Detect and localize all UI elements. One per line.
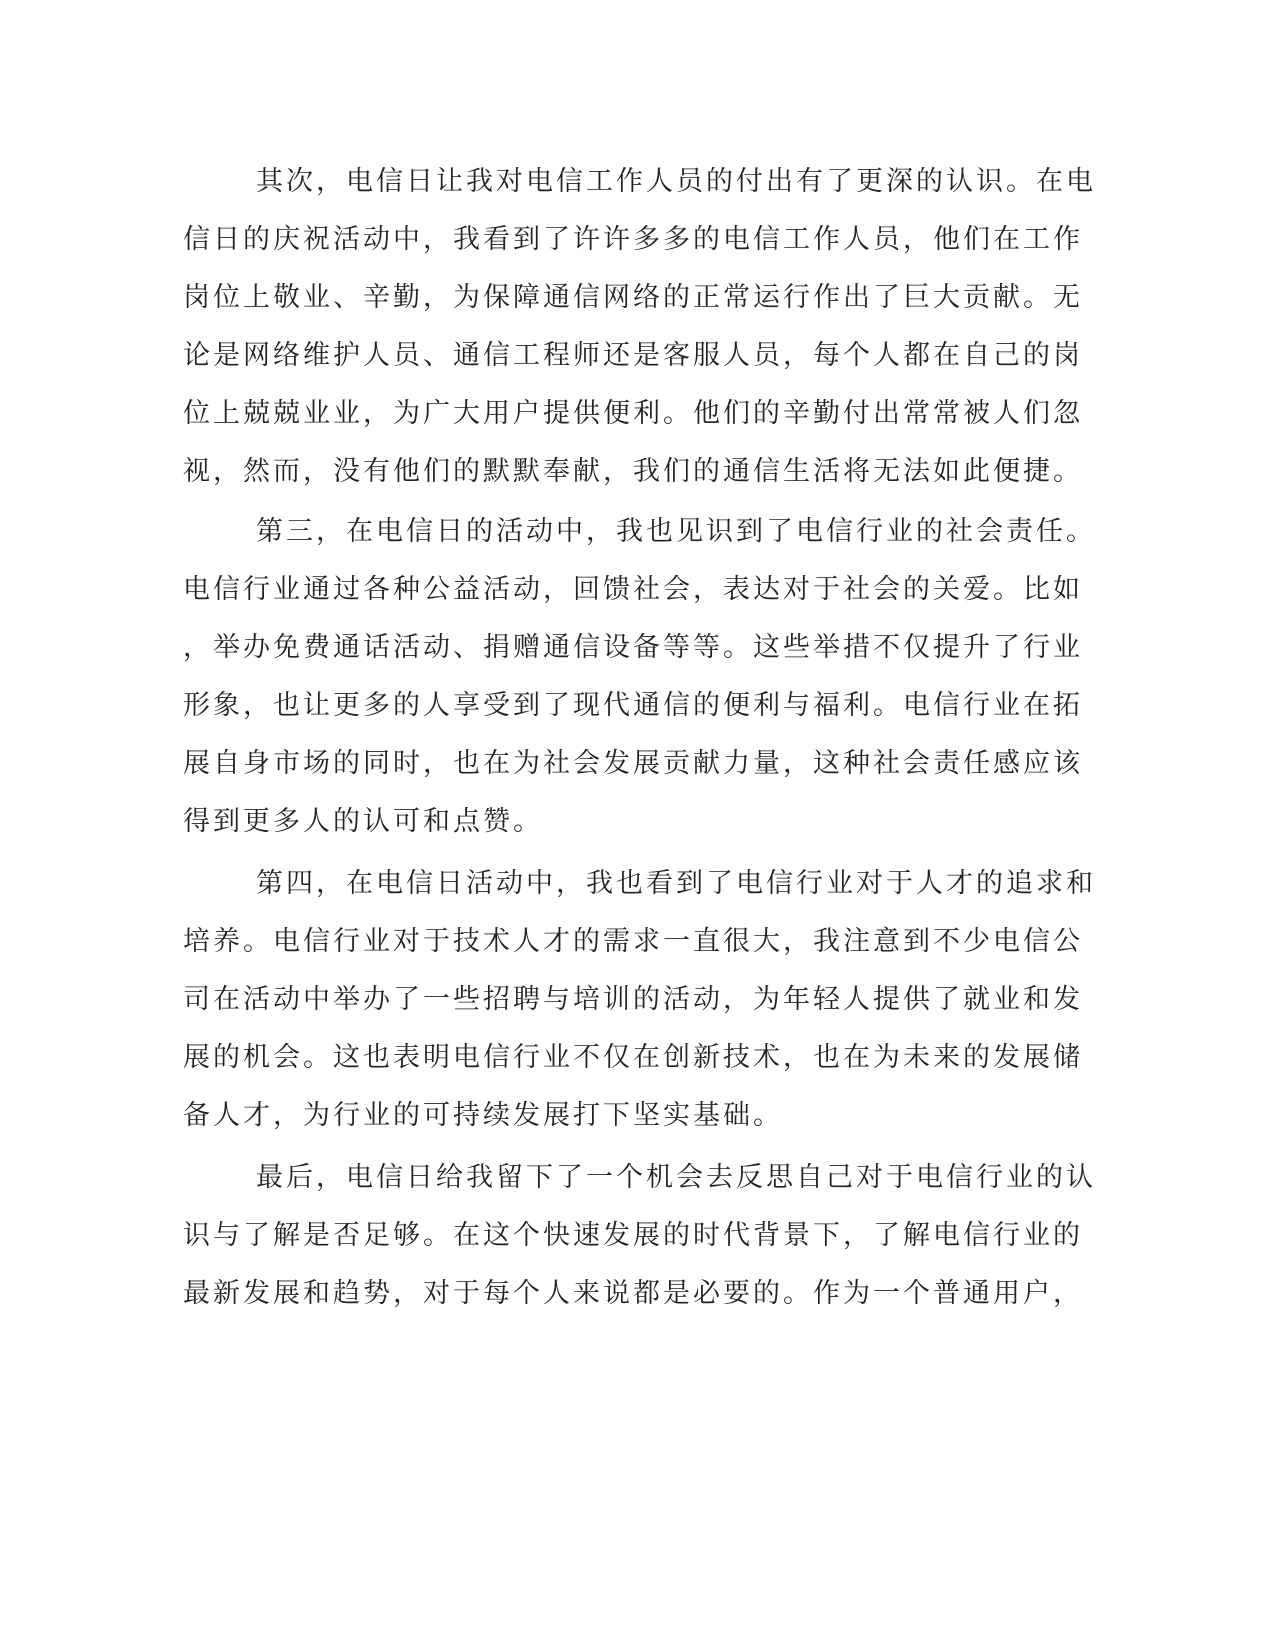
paragraph-line: 展的机会。这也表明电信行业不仅在创新技术，也在为未来的发展储: [183, 1042, 1083, 1073]
paragraph-line: 岗位上敬业、辛勤，为保障通信网络的正常运行作出了巨大贡献。无: [183, 282, 1083, 313]
paragraph-line: 展自身市场的同时，也在为社会发展贡献力量，这种社会责任感应该: [183, 748, 1083, 779]
paragraph-line: 最后，电信日给我留下了一个机会去反思自己对于电信行业的认: [256, 1162, 1096, 1193]
paragraph-line: 识与了解是否足够。在这个快速发展的时代背景下，了解电信行业的: [183, 1220, 1083, 1251]
paragraph-line: 信日的庆祝活动中，我看到了许许多多的电信工作人员，他们在工作: [183, 224, 1083, 255]
paragraph-line: 培养。电信行业对于技术人才的需求一直很大，我注意到不少电信公: [183, 926, 1083, 957]
paragraph-line: 司在活动中举办了一些招聘与培训的活动，为年轻人提供了就业和发: [183, 984, 1083, 1015]
paragraph-line: 第三，在电信日的活动中，我也见识到了电信行业的社会责任。: [256, 516, 1096, 547]
paragraph-line: 论是网络维护人员、通信工程师还是客服人员，每个人都在自己的岗: [183, 340, 1083, 371]
paragraph-line: 视，然而，没有他们的默默奉献，我们的通信生活将无法如此便捷。: [183, 456, 1083, 487]
paragraph-line: 备人才，为行业的可持续发展打下坚实基础。: [183, 1100, 783, 1131]
paragraph-line: 其次，电信日让我对电信工作人员的付出有了更深的认识。在电: [256, 166, 1096, 197]
paragraph-line: 位上兢兢业业，为广大用户提供便利。他们的辛勤付出常常被人们忽: [183, 398, 1083, 429]
paragraph-line: 得到更多人的认可和点赞。: [183, 806, 543, 837]
paragraph-line: 最新发展和趋势，对于每个人来说都是必要的。作为一个普通用户，: [183, 1278, 1083, 1309]
paragraph-line: 电信行业通过各种公益活动，回馈社会，表达对于社会的关爱。比如: [183, 574, 1083, 605]
paragraph-line: 第四，在电信日活动中，我也看到了电信行业对于人才的追求和: [256, 868, 1096, 899]
paragraph-line: ，举办免费通话活动、捐赠通信设备等等。这些举措不仅提升了行业: [183, 632, 1083, 663]
paragraph-line: 形象，也让更多的人享受到了现代通信的便利与福利。电信行业在拓: [183, 690, 1083, 721]
